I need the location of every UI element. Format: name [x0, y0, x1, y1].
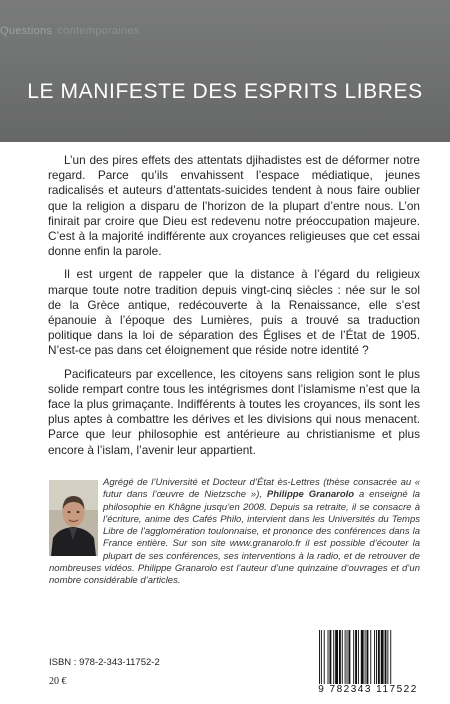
series-name [0, 22, 170, 40]
isbn: ISBN : 978-2-343-11752-2 [49, 657, 160, 668]
cover-header [0, 0, 450, 142]
series-word-1: Questions [0, 25, 53, 37]
bio-text-part-2: a enseigné la philosophie en Khâgne jusqu’en 2008. Depuis sa retraite, il se consacre à l’écriture, anime des Cafés Philo, intervient dans les Universités du Temps Libre de l’agglomération toulonnaise, et prononce des conférences dans la France entière. Sur son site www.granarolo.fr il est possible d’écouter la plupart de ses conférences, ses interventions à la radio, et de retrouver de nombreuses vidéos. Philippe Granarolo est l’auteur d’une quinzaine d’ouvrages et d’un nombre considérable d’articles. [49, 489, 420, 587]
photo-spacer [49, 477, 103, 561]
barcode-number: 9 782343 117522 [318, 684, 418, 695]
book-title: LE MANIFESTE DES ESPRITS LIBRES [27, 80, 423, 104]
barcode-icon [316, 630, 420, 684]
author-name: Philippe Granarolo [266, 489, 355, 501]
series-word-2: contemporaines [57, 25, 140, 37]
bio-text-part-1: Agrégé de l’Université et Docteur d’État ès-Lettres (thèse consacrée au « futur dans l’œuvre de Nietzsche »), [103, 477, 420, 501]
back-cover-text [48, 153, 420, 466]
price: 20 € [49, 676, 67, 687]
paragraph-3: Pacificateurs par excellence, les citoyens sans religion sont le plus solide rempart contre tous les intégrismes dont l’islamisme n’est que la face la plus grimaçante. Indifférents à toutes les croyances, ils sont les plus aptes à combattre les dérives et les divisions qui nous menacent. Parce que leur philosophie est antérieure au christianisme et plus encore à l’islam, l’avenir leur appartient. [48, 366, 420, 457]
author-bio [49, 477, 420, 588]
paragraph-2: Il est urgent de rappeler que la distance à l’égard du religieux marque toute notre tradition depuis vingt-cinq siècles : née sur le sol de la Grèce antique, redécouverte à la Renaissance, elle s’est épanouie à l’époque des Lumières, puis a trouvé sa traduction politique dans la loi de séparation des Églises et de l’État de 1905. N’est-ce pas dans cet éloignement que réside notre identité ? [48, 267, 420, 358]
paragraph-1: L’un des pires effets des attentats djihadistes est de déformer notre regard. Parce qu’ils envahissent l’espace médiatique, jeunes radicalisés et auteurs d’attentats-suicides tendent à nous faire oublier que la religion a disparu de l’horizon de la plupart d’entre nous. L’on finirait par croire que Dieu est redevenu notre préoccupation majeure. C’est à la majorité indifférente aux croyances religieuses que cet essai donne enfin la parole. [48, 153, 420, 259]
